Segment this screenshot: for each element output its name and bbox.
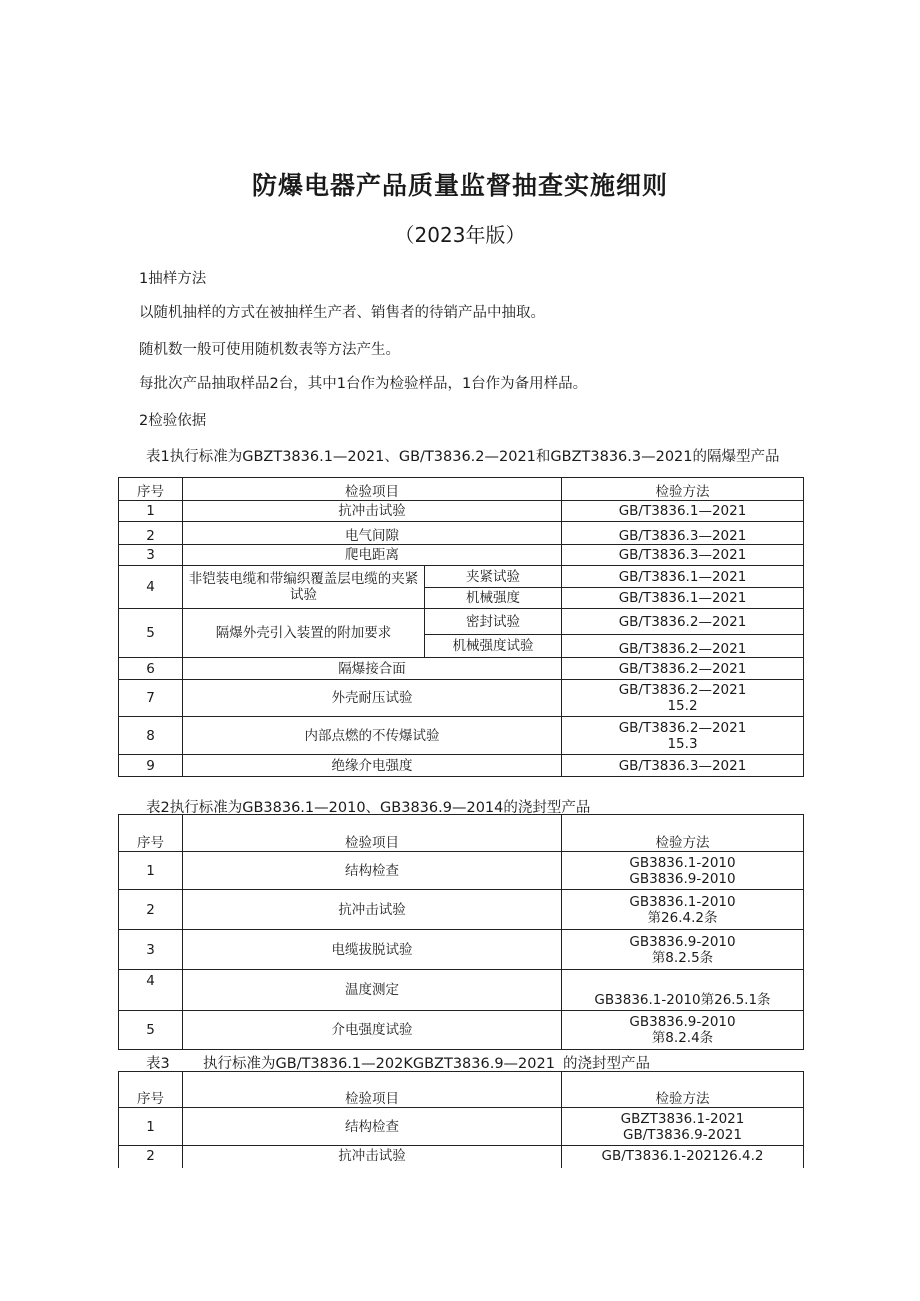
- header-cell: 检验方法: [562, 478, 804, 501]
- paragraph: 随机数一般可使用随机数表等方法产生。: [139, 342, 400, 358]
- section-2-heading: 2检验依据: [139, 413, 207, 429]
- method-clause: 第26.4.2条: [647, 909, 718, 926]
- row-number: 3: [119, 930, 183, 970]
- section-1-heading: 1抽样方法: [139, 271, 207, 287]
- paragraph: 以随机抽样的方式在被抽样生产者、销售者的待销产品中抽取。: [139, 305, 545, 321]
- inspection-method: GB/T3836.1—2021: [562, 501, 804, 522]
- inspection-item: 隔爆外壳引入装置的附加要求: [183, 609, 425, 658]
- inspection-method: [562, 930, 804, 970]
- row-number: 2: [119, 522, 183, 545]
- method-standard: GB/T3836.2—2021: [618, 682, 747, 698]
- method-clause: 15.3: [667, 735, 698, 752]
- table-row: [119, 970, 804, 1011]
- inspection-item: 抗冲击试验: [183, 1146, 562, 1169]
- row-number: 9: [119, 755, 183, 777]
- header-cell: 检验项目: [183, 478, 562, 501]
- inspection-subitem: 机械强度: [425, 588, 562, 609]
- inspection-method: GB/T3836.1—2021: [562, 566, 804, 588]
- method-standard: GB3836.1-2010: [629, 893, 736, 910]
- table-row: [119, 501, 804, 522]
- inspection-item: 爬电距离: [183, 545, 562, 566]
- inspection-subitem: 夹紧试验: [425, 566, 562, 588]
- table-3: [118, 1071, 804, 1168]
- document-title: 防爆电器产品质量监督抽查实施细则: [251, 171, 668, 200]
- inspection-item: 抗冲击试验: [183, 501, 562, 522]
- method-clause: 第8.2.4条: [651, 1030, 714, 1046]
- table-row: [119, 890, 804, 930]
- inspection-method: [562, 717, 804, 755]
- table-header-row: [119, 478, 804, 501]
- header-cell: 序号: [119, 478, 183, 501]
- inspection-subitem: 机械强度试验: [425, 635, 562, 658]
- inspection-method: GB/T3836.1—2021: [562, 588, 804, 609]
- inspection-method: GB/T3836.2—2021: [562, 635, 804, 658]
- inspection-method: [562, 852, 804, 890]
- inspection-method: GB/T3836.2—2021: [562, 609, 804, 635]
- method-standard: GB/T3836.9-2021: [623, 1126, 742, 1143]
- inspection-method: GB/T3836.3—2021: [562, 755, 804, 777]
- inspection-method: GB/T3836.3—2021: [562, 545, 804, 566]
- row-number: 2: [119, 1146, 183, 1169]
- inspection-item: 非铠装电缆和带编织覆盖层电缆的夹紧试验: [183, 566, 425, 609]
- table-row: [119, 609, 804, 635]
- table-row: [119, 522, 804, 545]
- table-row: [119, 566, 804, 588]
- table-row: [119, 1146, 804, 1169]
- inspection-method: [562, 1108, 804, 1146]
- inspection-method: [562, 1011, 804, 1050]
- inspection-item: 结构检查: [183, 1108, 562, 1146]
- table-row: [119, 1011, 804, 1050]
- inspection-item: 介电强度试验: [183, 1011, 562, 1050]
- table-2: [118, 814, 804, 1050]
- row-number: 1: [119, 1108, 183, 1146]
- row-number: 4: [119, 566, 183, 609]
- table-3-caption: 执行标准为GB/T3836.1—202KGBZT3836.9—2021: [203, 1056, 555, 1072]
- row-number: 6: [119, 658, 183, 680]
- table-row: [119, 680, 804, 717]
- inspection-item: 外壳耐压试验: [183, 680, 562, 717]
- header-cell: 检验项目: [183, 1072, 562, 1108]
- row-number: 1: [119, 852, 183, 890]
- paragraph: 每批次产品抽取样品2台，其中1台作为检验样品，1台作为备用样品。: [139, 376, 588, 392]
- inspection-method: GB3836.1-2010第26.5.1条: [562, 970, 804, 1011]
- table-row: [119, 717, 804, 755]
- table-row: [119, 545, 804, 566]
- inspection-item: 隔爆接合面: [183, 658, 562, 680]
- method-standard: GB3836.9-2010: [629, 870, 736, 887]
- method-standard: GBZT3836.1-2021: [620, 1110, 745, 1127]
- row-number: 7: [119, 680, 183, 717]
- method-clause: 第8.2.5条: [651, 949, 714, 966]
- method-standard: GB3836.9-2010: [629, 933, 736, 950]
- header-cell: 序号: [119, 1072, 183, 1108]
- table-row: [119, 852, 804, 890]
- table-row: [119, 658, 804, 680]
- table-3-clip: [110, 1065, 810, 1168]
- table-3-caption-prefix: 表3: [146, 1056, 170, 1072]
- inspection-method: [562, 680, 804, 717]
- inspection-item: 结构检查: [183, 852, 562, 890]
- table-2-caption: 表2执行标准为GB3836.1—2010、GB3836.9—2014的浇封型产品: [146, 800, 591, 816]
- row-number: 5: [119, 1011, 183, 1050]
- row-number: 5: [119, 609, 183, 658]
- inspection-item: 电气间隙: [183, 522, 562, 545]
- method-clause: 15.2: [667, 698, 698, 714]
- inspection-method: [562, 890, 804, 930]
- inspection-subitem: 密封试验: [425, 609, 562, 635]
- inspection-item: 内部点燃的不传爆试验: [183, 717, 562, 755]
- row-number: 1: [119, 501, 183, 522]
- inspection-item: 抗冲击试验: [183, 890, 562, 930]
- inspection-item: 温度测定: [183, 970, 562, 1011]
- row-number: 2: [119, 890, 183, 930]
- header-cell: 序号: [119, 815, 183, 852]
- table-row: [119, 1108, 804, 1146]
- document-subtitle: （2023年版）: [394, 223, 526, 247]
- header-cell: 检验方法: [562, 1072, 804, 1108]
- method-standard: GB3836.1-2010: [629, 854, 736, 871]
- table-header-row: [119, 815, 804, 852]
- table-header-row: [119, 1072, 804, 1108]
- method-standard: GB/T3836.2—2021: [618, 719, 747, 736]
- table-row: [119, 755, 804, 777]
- table-1: [118, 477, 804, 777]
- method-standard: GB3836.9-2010: [629, 1014, 736, 1030]
- inspection-method: GB/T3836.3—2021: [562, 522, 804, 545]
- row-number: 4: [119, 970, 183, 1011]
- row-number: 8: [119, 717, 183, 755]
- table-row: [119, 930, 804, 970]
- header-cell: 检验方法: [562, 815, 804, 852]
- header-cell: 检验项目: [183, 815, 562, 852]
- inspection-item: 绝缘介电强度: [183, 755, 562, 777]
- inspection-method: GB/T3836.2—2021: [562, 658, 804, 680]
- table-3-caption-suffix: 的浇封型产品: [563, 1056, 650, 1072]
- table-1-caption: 表1执行标准为GBZT3836.1—2021、GB/T3836.2—2021和GBZT3836.3—2021的隔爆型产品: [146, 449, 780, 465]
- inspection-method: GB/T3836.1-202126.4.2: [562, 1146, 804, 1169]
- inspection-item: 电缆拔脱试验: [183, 930, 562, 970]
- row-number: 3: [119, 545, 183, 566]
